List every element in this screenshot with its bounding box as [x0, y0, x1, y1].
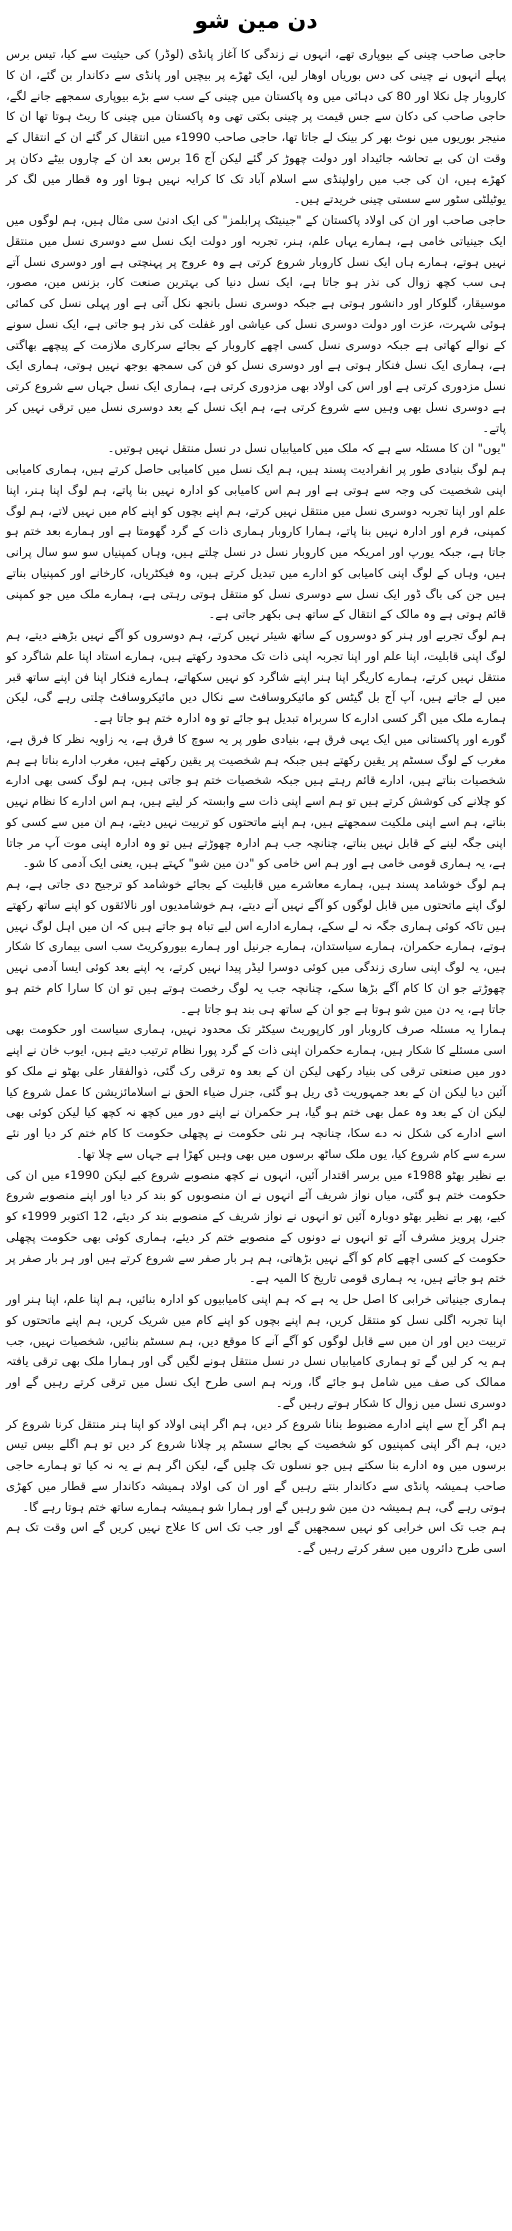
paragraph: ہمارا یہ مسئلہ صرف کاروبار اور کارپوریٹ سیکٹر تک محدود نہیں، ہماری سیاست اور حکومت بھی اسی مسئلے کا شکار ہیں، ہمارے حکمران اپنی ذات کے گرد پورا نظام ترتیب دیتے ہیں، ایوب خان نے اپنے دور میں صنعتی ترقی کی بنیاد رکھی لیکن ان کے بعد وہ ترقی رک گئی، ذوالفقار علی بھٹو نے ملک کو آئین دیا لیکن ان کے بعد جمہوریت ڈی ریل ہو گئی، جنرل ضیاء الحق نے اسلامائزیشن کا عمل شروع کیا لیکن ان کے بعد وہ عمل بھی ختم ہو گیا، ہر حکمران نے اپنے دور میں کچھ نہ کچھ کیا لیکن کوئی بھی اسے ادارے کی شکل نہ دے سکا، چنانچہ ہر نئی حکومت نے پچھلی حکومت کا کام ختم کر دیا اور نئے سرے سے کام شروع کیا، یوں ملک ساٹھ برسوں میں بھی وہیں کھڑا ہے جہاں سے چلا تھا۔	[6, 1022, 506, 1161]
paragraph: بے نظیر بھٹو 1988ء میں برسر اقتدار آئیں، انہوں نے کچھ منصوبے شروع کیے لیکن 1990ء میں ان کی حکومت ختم ہو گئی، میاں نواز شریف آئے انہوں نے ان منصوبوں کو بند کر دیا اور اپنے منصوبے شروع کیے، پھر بے نظیر بھٹو دوبارہ آئیں تو انہوں نے نواز شریف کے منصوبے بند کر دیئے، 12 اکتوبر 1999ء کو جنرل پرویز مشرف آئے تو انہوں نے دونوں کے منصوبے ختم کر دیئے، ہماری کوئی بھی حکومت پچھلی حکومت کے کسی اچھے کام کو آگے نہیں بڑھاتی، ہم ہر بار صفر سے شروع کرتے ہیں اور ہر بار صفر پر ختم ہو جاتے ہیں، یہ ہماری قومی تاریخ کا المیہ ہے۔	[6, 1167, 506, 1286]
column-body	[0, 42, 512, 1559]
paragraph: حاجی صاحب اور ان کی اولاد پاکستان کے "جینیٹک پرابلمز" کی ایک ادنیٰ سی مثال ہیں، ہم لوگوں میں ایک جینیاتی خامی ہے، ہمارے یہاں علم، ہنر، تجربہ اور دولت ایک نسل سے دوسری نسل میں منتقل نہیں ہوتے، ہمارے ہاں ایک نسل کاروبار شروع کرتی ہے وہ عروج پر پہنچتی ہے اور دوسری نسل آتے ہی سب کچھ زوال کی نذر ہو جاتا ہے، ایک نسل دنیا کی بہترین صنعت کار، بزنس مین، مصور، موسیقار، گلوکار اور دانشور ہوتی ہے جبکہ دوسری نسل بانجھ نکل آتی ہے اور پہلی نسل کی کمائی ہوئی شہرت، عزت اور دولت دوسری نسل کی عیاشی اور غفلت کی نذر ہو جاتی ہے، ایک نسل سونے کے نوالے کھاتی ہے جبکہ دوسری نسل کسی اچھے کاروبار کے بجائے سرکاری ملازمت کے پیچھے بھاگتی ہے، ہماری ایک نسل فنکار ہوتی ہے اور دوسری نسل کو فن کی سمجھ بوجھ نہیں ہوتی، ہماری ایک نسل مزدوری کرتی ہے اور اس کی اولاد بھی مزدوری کرتی ہے، ہماری ایک نسل جہاں سے شروع کرتی ہے دوسری نسل بھی وہیں سے شروع کرتی ہے، ہم ایک نسل کے بعد دوسری نسل میں ترقی نہیں کر پاتے۔	[6, 213, 506, 435]
paragraph: ہماری جینیاتی خرابی کا اصل حل یہ ہے کہ ہم اپنی کامیابیوں کو ادارہ بنائیں، ہم اپنا علم، اپنا ہنر اور اپنا تجربہ اگلی نسل کو منتقل کریں، ہم اپنے بچوں کو اپنے کام میں شریک کریں، ہم اپنے ماتحتوں کو تربیت دیں اور ان میں سے قابل لوگوں کو آگے آنے کا موقع دیں، ہم سسٹم بنائیں، شخصیات نہیں، جب ہم یہ کر لیں گے تو ہماری کامیابیاں نسل در نسل منتقل ہونے لگیں گی اور ہمارا ملک بھی ترقی یافتہ ممالک کی صف میں شامل ہو جائے گا، ورنہ ہم اسی طرح ایک نسل میں ترقی کرتے رہیں گے اور دوسری نسل میں زوال کا شکار ہوتے رہیں گے۔	[6, 1292, 506, 1410]
paragraph: ہم اگر آج سے اپنے ادارے مضبوط بنانا شروع کر دیں، ہم اگر اپنی اولاد کو اپنا ہنر منتقل کرنا شروع کر دیں، ہم اگر اپنی کمپنیوں کو شخصیت کے بجائے سسٹم پر چلانا شروع کر دیں تو ہم اگلے بیس تیس برسوں میں وہ ادارے بنا سکتے ہیں جو نسلوں تک چلیں گے، لیکن اگر ہم نے یہ نہ کیا تو ہمارے حاجی صاحب ہمیشہ پانڈی سے دکاندار بنتے رہیں گے اور ان کی اولاد ہمیشہ دکاندار سے قطار میں کھڑی ہوتی رہے گی، ہم ہمیشہ دن مین شو رہیں گے اور ہمارا شو ہمیشہ ہمارے ساتھ ختم ہوتا رہے گا۔	[6, 1416, 506, 1514]
paragraph: ہم جب تک اس خرابی کو نہیں سمجھیں گے اور جب تک اس کا علاج نہیں کریں گے اس وقت تک ہم اسی طرح دائروں میں سفر کرتے رہیں گے۔	[6, 1520, 506, 1555]
paragraph: ہم لوگ تجربے اور ہنر کو دوسروں کے ساتھ شیئر نہیں کرتے، ہم دوسروں کو آگے نہیں بڑھنے دیتے، ہم لوگ اپنی قابلیت، اپنا علم اور اپنا تجربہ اپنی ذات تک محدود رکھتے ہیں، ہمارے استاد اپنا علم شاگرد کو منتقل نہیں کرتے، ہمارے کاریگر اپنا ہنر اپنے شاگرد کو نہیں سکھاتے، ہمارے فنکار اپنا فن اپنے ساتھ قبر میں لے جاتے ہیں، آپ آج بل گیٹس کو مائیکروسافٹ سے نکال دیں مائیکروسافٹ چلتی رہے گی، لیکن ہمارے ملک میں اگر کسی ادارے کا سربراہ تبدیل ہو جائے تو وہ ادارہ ختم ہو جاتا ہے۔	[6, 628, 506, 725]
paragraph: ہم لوگ خوشامد پسند ہیں، ہمارے معاشرے میں قابلیت کے بجائے خوشامد کو ترجیح دی جاتی ہے، ہم لوگ اپنے ماتحتوں میں قابل لوگوں کو آگے نہیں آنے دیتے، ہم خوشامدیوں اور نالائقوں کو اپنے ساتھ رکھتے ہیں تاکہ کوئی ہماری جگہ نہ لے سکے، ہمارے ادارے اس لیے تباہ ہو جاتے ہیں کہ ان میں اہل لوگ نہیں ہوتے، ہمارے حکمران، ہمارے سیاستدان، ہمارے جرنیل اور ہمارے بیوروکریٹ سب اسی بیماری کا شکار ہیں، یہ لوگ اپنی ساری زندگی میں کوئی دوسرا لیڈر پیدا نہیں کرتے، یہ اپنے بعد کوئی ایسا آدمی نہیں چھوڑتے جو ان کا کام آگے بڑھا سکے، چنانچہ جب یہ لوگ رخصت ہوتے ہیں تو ان کا سارا کام ختم ہو جاتا ہے، یہ دن مین شو ہوتا ہے جو ان کے ساتھ ہی بند ہو جاتا ہے۔	[6, 877, 506, 1016]
paragraph: حاجی صاحب چینی کے بیوپاری تھے، انہوں نے زندگی کا آغاز پانڈی (لوڈر) کی حیثیت سے کیا، تیس برس پہلے انہوں نے چینی کی دس بوریاں اوھار لیں، ایک ٹھڑے پر بیچیں اور پانڈی سے دکاندار بن گئے، ان کا کاروبار چل نکلا اور 80 کی دہائی میں وہ پاکستان میں چینی کے سب سے بڑے بیوپاری سمجھے جانے لگے، حاجی صاحب کی دکان سے جس قیمت پر چینی بکتی تھی وہ پاکستان میں چینی کا ریٹ ہوتا تھا ان کا منیجر بوریوں میں نوٹ بھر کر بینک لے جاتا تھا، حاجی صاحب 1990ء میں انتقال کر گئے ان کے انتقال کے وقت ان کی بے تحاشہ جائیداد اور دولت چھوڑ کر گئے لیکن آج 16 برس بعد ان کے چاروں بیٹے دکان پر کھڑے ہیں، ان کی جب میں راولپنڈی سے اسلام آباد تک کا کرایہ نہیں ہوتا اور وہ قطار میں لگ کر یوٹیلٹی سٹور سے سستی چینی خریدتے ہیں۔	[6, 47, 507, 207]
paragraph: ہم لوگ بنیادی طور پر انفرادیت پسند ہیں، ہم ایک نسل میں کامیابی حاصل کرتے ہیں، ہماری کامیابی اپنی شخصیت کی وجہ سے ہوتی ہے اور ہم اس کامیابی کو ادارہ نہیں بنا پاتے، ہم لوگ اپنا ہنر، اپنا علم اور اپنا تجربہ دوسری نسل میں منتقل نہیں کرتے، ہم اپنے بچوں کو اپنے کام میں نہیں لاتے، ہم لوگ کمپنی، فرم اور ادارہ نہیں بنا پاتے، ہمارا کاروبار ہماری ذات کے گرد گھومتا ہے اور ہمارے بعد ختم ہو جاتا ہے، جبکہ یورپ اور امریکہ میں کاروبار نسل در نسل چلتے ہیں، وہاں کمپنیاں سو سو سال پرانی ہیں، وہاں کے لوگ اپنی کامیابی کو ادارے میں تبدیل کرتے ہیں، وہ فیکٹریاں، کارخانے اور کمپنیاں بناتے ہیں جن کی باگ ڈور ایک نسل سے دوسری نسل کو منتقل ہوتی رہتی ہے، ہمارے ملک میں جو کمپنی قائم ہوتی ہے وہ مالک کے انتقال کے ساتھ ہی بکھر جاتی ہے۔	[6, 462, 507, 622]
column-title: دن مین شو	[194, 9, 318, 34]
paragraph: "یوں" ان کا مسئلہ سے ہے کہ ملک میں کامیابیاں نسل در نسل منتقل نہیں ہوتیں۔	[107, 441, 506, 456]
paragraph: گورے اور پاکستانی میں ایک یہی فرق ہے، بنیادی طور پر یہ سوچ کا فرق ہے، یہ زاویہ نظر کا فرق ہے، مغرب کے لوگ سسٹم پر یقین رکھتے ہیں جبکہ ہم شخصیت پر یقین رکھتے ہیں، مغرب ادارے بناتا ہے ہم شخصیات بناتے ہیں، ادارے قائم رہتے ہیں جبکہ شخصیات ختم ہو جاتی ہیں، ہم لوگ کسی بھی ادارے کو چلانے کی کوشش کرتے ہیں تو ہم اسے اپنی ذات سے وابستہ کر لیتے ہیں، ہم اس ادارے کا نظام نہیں بناتے، ہم اسے اپنی ملکیت سمجھتے ہیں، ہم اپنے ماتحتوں کو تربیت نہیں دیتے، ہم ان میں سے کسی کو اپنی جگہ لینے کے قابل نہیں بناتے، چنانچہ جب ہم ادارہ چھوڑتے ہیں تو وہ ادارہ اپنی موت آپ مر جاتا ہے، یہ ہماری قومی خامی ہے اور ہم اس خامی کو "دن مین شو" کہتے ہیں، یعنی ایک آدمی کا شو۔	[6, 731, 506, 871]
